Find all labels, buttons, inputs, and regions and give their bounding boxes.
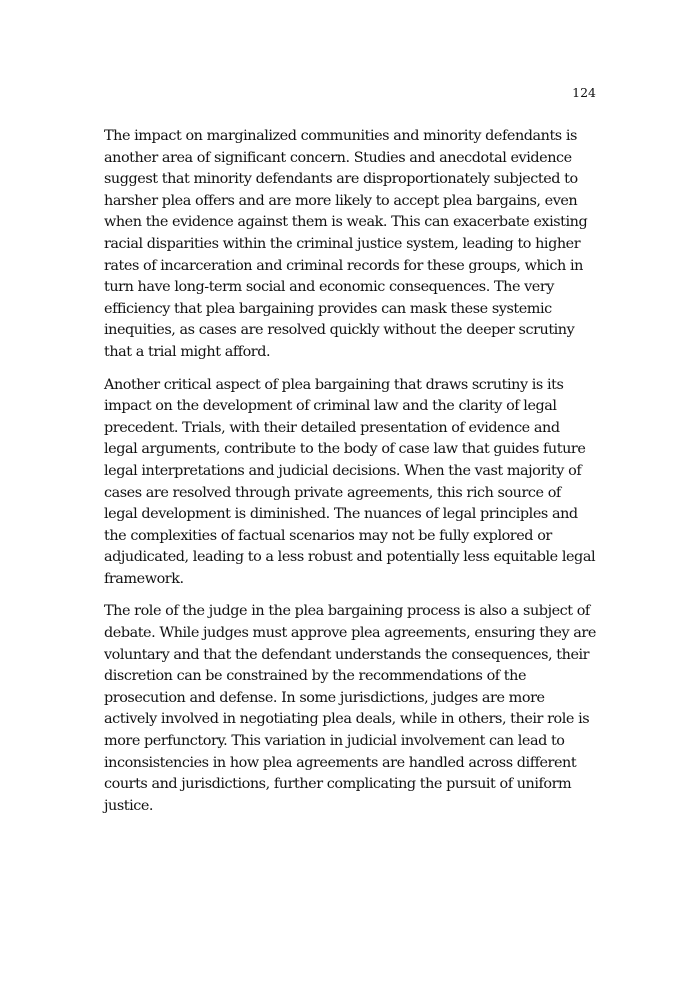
paragraph-marginalized-communities: The impact on marginalized communities and minority defendants is another area of significant concern. Studies and anecdotal evidence suggest that minority defendants are disproportionately subjected to harsher plea offers and are more likely to accept plea bargains, even when the evidence against them is weak. This can exacerbate existing racial disparities within the criminal justice system, leading to higher rates of incarceration and criminal records for these groups, which in turn have long-term social and economic consequences. The very efficiency that plea bargaining provides can mask these systemic inequities, as cases are resolved quickly without the deeper scrutiny that a trial might afford. (104, 128, 588, 360)
paragraph-criminal-law-development: Another critical aspect of plea bargaining that draws scrutiny is its impact on the development of criminal law and the clarity of legal precedent. Trials, with their detailed presentation of evidence and legal arguments, contribute to the body of case law that guides future legal interpretations and judicial decisions. When the vast majority of cases are resolved through private agreements, this rich source of legal development is diminished. The nuances of legal principles and the complexities of factual scenarios may not be fully explored or adjudicated, leading to a less robust and potentially less equitable legal framework. (104, 376, 596, 587)
paragraph-role-of-judge: The role of the judge in the plea bargaining process is also a subject of debate. While judges must approve plea agreements, ensuring they are voluntary and that the defendant understands the consequences, their discretion can be constrained by the recommendations of the prosecution and defense. In some jurisdictions, judges are more actively involved in negotiating plea deals, while in others, their role is more perfunctory. This variation in judicial involvement can lead to inconsistencies in how plea agreements are handled across different courts and jurisdictions, further complicating the pursuit of uniform justice. (104, 603, 596, 814)
body-text (104, 126, 596, 828)
page-number: 124 (572, 85, 596, 100)
